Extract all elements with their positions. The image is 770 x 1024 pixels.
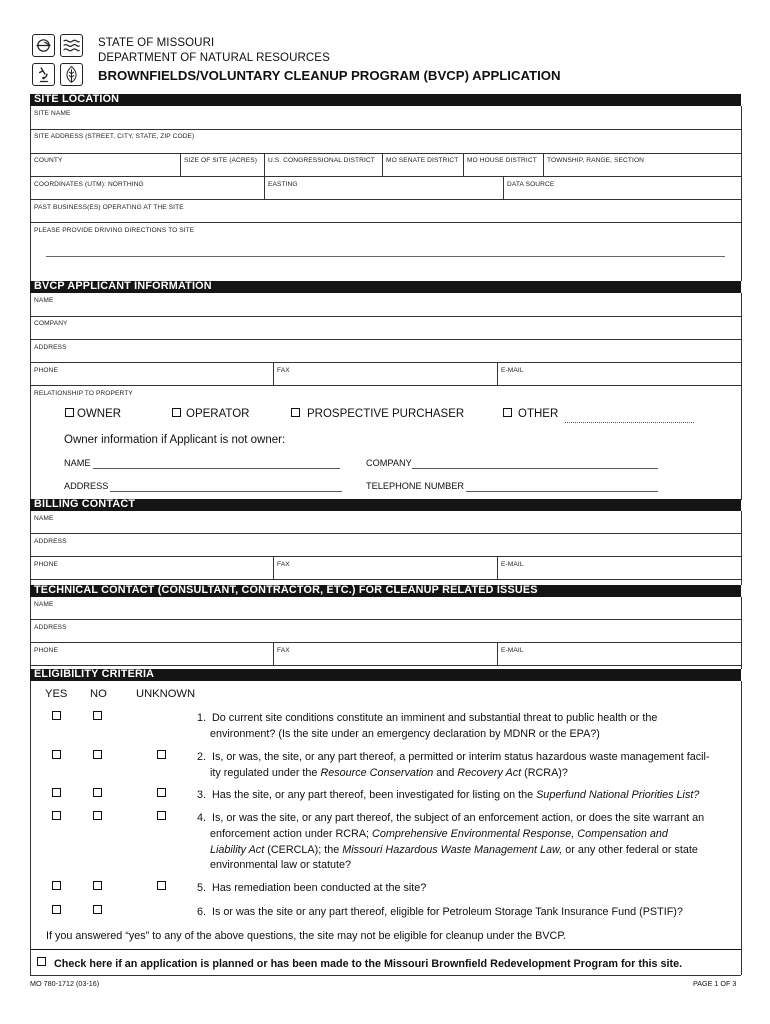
question-5: 5. Has remediation been conducted at the site? bbox=[197, 882, 427, 894]
q3-yes-checkbox[interactable] bbox=[52, 788, 61, 797]
county-field[interactable]: COUNTY bbox=[34, 157, 63, 164]
technical-name-field[interactable]: NAME bbox=[34, 601, 54, 608]
applicant-name-field[interactable]: NAME bbox=[34, 297, 54, 304]
northing-field[interactable]: COORDINATES (UTM): NORTHING bbox=[34, 181, 144, 188]
technical-email-field[interactable]: E-MAIL bbox=[501, 647, 524, 654]
column-yes: YES bbox=[45, 688, 68, 700]
senate-district-field[interactable]: MO SENATE DISTRICT bbox=[386, 157, 459, 164]
technical-phone-field[interactable]: PHONE bbox=[34, 647, 58, 654]
section-technical bbox=[30, 585, 741, 597]
owner-name-label: NAME bbox=[64, 458, 91, 468]
applicant-company-field[interactable]: COMPANY bbox=[34, 320, 68, 327]
township-field[interactable]: TOWNSHIP, RANGE, SECTION bbox=[547, 157, 645, 164]
section-title: TECHNICAL CONTACT (CONSULTANT, CONTRACTOR, ETC.) FOR CLEANUP RELATED ISSUES bbox=[34, 584, 538, 596]
applicant-fax-field[interactable]: FAX bbox=[277, 367, 290, 374]
eligibility-note: If you answered “yes” to any of the above questions, the site may not be eligible for cleanup under the BVCP. bbox=[46, 930, 567, 942]
section-applicant bbox=[30, 281, 741, 293]
section-title: BVCP APPLICANT INFORMATION bbox=[34, 280, 212, 292]
q6-no-checkbox[interactable] bbox=[93, 905, 102, 914]
relationship-label: RELATIONSHIP TO PROPERTY bbox=[34, 390, 133, 397]
owner-info-note: Owner information if Applicant is not owner: bbox=[64, 434, 286, 446]
past-business-field[interactable]: PAST BUSINESS(ES) OPERATING AT THE SITE bbox=[34, 204, 184, 211]
site-address-field[interactable]: SITE ADDRESS (STREET, CITY, STATE, ZIP CODE) bbox=[34, 133, 195, 140]
question-3: 3. Has the site, or any part thereof, been investigated for listing on the Superfund National Priorities List? bbox=[197, 789, 700, 801]
directions-field[interactable]: PLEASE PROVIDE DRIVING DIRECTIONS TO SITE bbox=[34, 227, 195, 234]
q2-unknown-checkbox[interactable] bbox=[157, 750, 166, 759]
q4-unknown-checkbox[interactable] bbox=[157, 811, 166, 820]
billing-name-field[interactable]: NAME bbox=[34, 515, 54, 522]
brownfield-check-label: Check here if an application is planned or has been made to the Missouri Brownfield Redevelopment Program for this site. bbox=[54, 958, 683, 970]
section-billing bbox=[30, 499, 741, 511]
q4-no-checkbox[interactable] bbox=[93, 811, 102, 820]
logo-water bbox=[60, 34, 83, 57]
applicant-email-field[interactable]: E-MAIL bbox=[501, 367, 524, 374]
question-2: 2. Is, or was, the site, or any part thereof, a permitted or interim status hazardous waste management facil- ity regulated under the Resource Conservation and Recovery Act (RCRA)? bbox=[197, 751, 710, 779]
q5-yes-checkbox[interactable] bbox=[52, 881, 61, 890]
house-district-field[interactable]: MO HOUSE DISTRICT bbox=[467, 157, 537, 164]
section-title: BILLING CONTACT bbox=[34, 498, 136, 510]
applicant-phone-field[interactable]: PHONE bbox=[34, 367, 58, 374]
logo-eagle bbox=[32, 34, 55, 57]
department-name: DEPARTMENT OF NATURAL RESOURCES bbox=[98, 52, 330, 64]
question-4: 4. Is, or was the site, or any part thereof, the subject of an enforcement action, or does the site warrant an enforcement action under RCRA; Comprehensive Environmental Response, Compensation and Liability Act (CERCLA); the Missouri Hazardous Waste Management Law, or any other federal or state environmental law or statute? bbox=[197, 812, 705, 872]
billing-address-field[interactable]: ADDRESS bbox=[34, 538, 67, 545]
page-number: PAGE 1 OF 3 bbox=[693, 979, 737, 988]
state-name: STATE OF MISSOURI bbox=[98, 37, 215, 49]
congress-district-field[interactable]: U.S. CONGRESSIONAL DISTRICT bbox=[268, 157, 375, 164]
question-6: 6. Is or was the site or any part thereof, eligible for Petroleum Storage Tank Insurance Fund (PSTIF)? bbox=[197, 906, 683, 918]
section-title: ELIGIBILITY CRITERIA bbox=[34, 668, 155, 680]
site-size-field[interactable]: SIZE OF SITE (ACRES) bbox=[184, 157, 258, 164]
applicant-address-field[interactable]: ADDRESS bbox=[34, 344, 67, 351]
billing-fax-field[interactable]: FAX bbox=[277, 561, 290, 568]
column-unknown: UNKNOWN bbox=[136, 688, 196, 700]
technical-fax-field[interactable]: FAX bbox=[277, 647, 290, 654]
operator-option-label: OPERATOR bbox=[186, 408, 250, 420]
question-1: 1. Do current site conditions constitute an imminent and substantial threat to public health or the environment? (Is the site under an emergency declaration by MDNR or the EPA?) bbox=[197, 712, 658, 740]
q1-yes-checkbox[interactable] bbox=[52, 711, 61, 720]
other-checkbox[interactable] bbox=[503, 408, 512, 417]
q2-no-checkbox[interactable] bbox=[93, 750, 102, 759]
billing-email-field[interactable]: E-MAIL bbox=[501, 561, 524, 568]
q3-unknown-checkbox[interactable] bbox=[157, 788, 166, 797]
section-eligibility bbox=[30, 669, 741, 681]
billing-phone-field[interactable]: PHONE bbox=[34, 561, 58, 568]
owner-address-field[interactable] bbox=[110, 491, 342, 492]
owner-phone-label: TELEPHONE NUMBER bbox=[366, 481, 465, 491]
q3-no-checkbox[interactable] bbox=[93, 788, 102, 797]
technical-address-field[interactable]: ADDRESS bbox=[34, 624, 67, 631]
q1-no-checkbox[interactable] bbox=[93, 711, 102, 720]
brownfield-checkbox[interactable] bbox=[37, 957, 46, 966]
q5-unknown-checkbox[interactable] bbox=[157, 881, 166, 890]
q2-yes-checkbox[interactable] bbox=[52, 750, 61, 759]
logo-microscope bbox=[32, 63, 55, 86]
owner-company-field[interactable] bbox=[412, 468, 658, 469]
owner-phone-field[interactable] bbox=[466, 491, 658, 492]
prospective-purchaser-option-label: PROSPECTIVE PURCHASER bbox=[307, 408, 465, 420]
data-source-field[interactable]: DATA SOURCE bbox=[507, 181, 555, 188]
form-number: MO 780-1712 (03-16) bbox=[30, 979, 100, 988]
owner-address-label: ADDRESS bbox=[64, 481, 109, 491]
other-option-label: OTHER bbox=[518, 408, 559, 420]
q4-yes-checkbox[interactable] bbox=[52, 811, 61, 820]
easting-field[interactable]: EASTING bbox=[268, 181, 298, 188]
q6-yes-checkbox[interactable] bbox=[52, 905, 61, 914]
section-title: SITE LOCATION bbox=[34, 93, 120, 105]
owner-name-field[interactable] bbox=[93, 468, 340, 469]
owner-company-label: COMPANY bbox=[366, 458, 412, 468]
prospective-purchaser-checkbox[interactable] bbox=[291, 408, 300, 417]
section-site-location bbox=[30, 94, 741, 106]
site-name-field[interactable]: SITE NAME bbox=[34, 110, 71, 117]
owner-checkbox[interactable] bbox=[65, 408, 74, 417]
other-specify-line[interactable] bbox=[565, 422, 694, 423]
q5-no-checkbox[interactable] bbox=[93, 881, 102, 890]
operator-checkbox[interactable] bbox=[172, 408, 181, 417]
owner-option-label: OWNER bbox=[77, 408, 122, 420]
logo-leaf bbox=[60, 63, 83, 86]
column-no: NO bbox=[90, 688, 107, 700]
form-title: BROWNFIELDS/VOLUNTARY CLEANUP PROGRAM (BVCP) APPLICATION bbox=[98, 68, 561, 83]
